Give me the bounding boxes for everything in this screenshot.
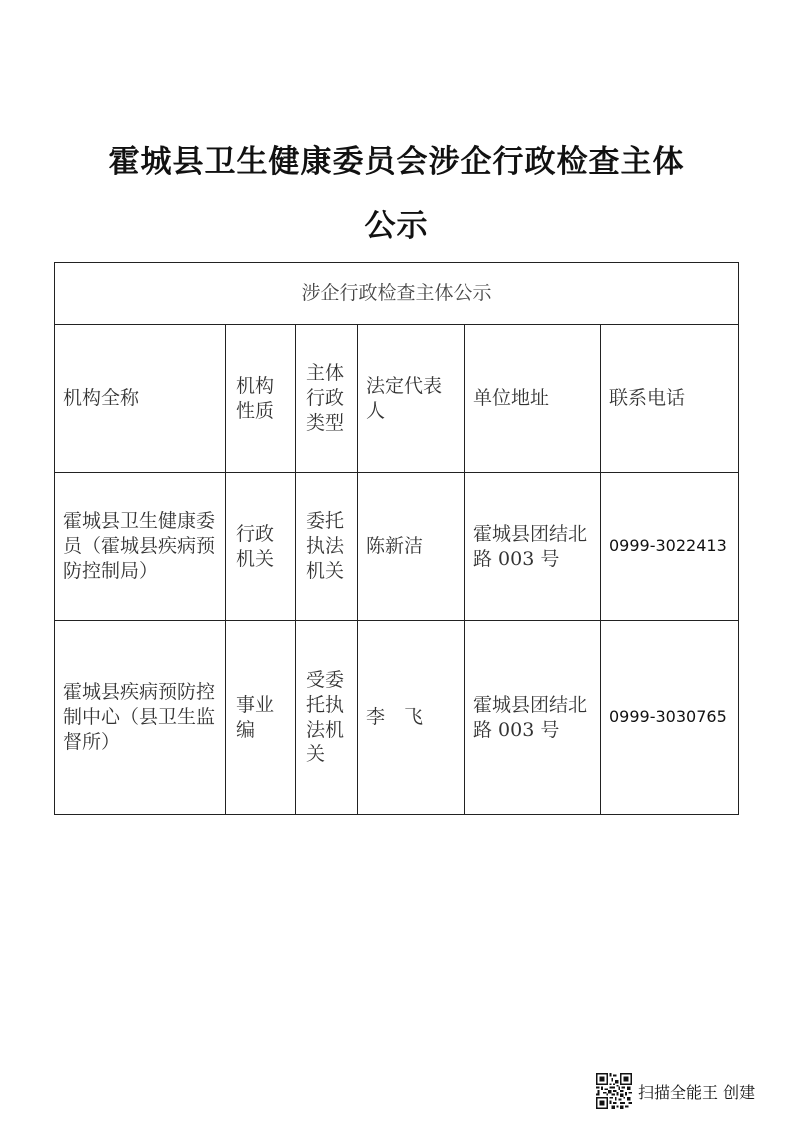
cell-subject-type: 受委托执法机关 [296, 621, 358, 815]
table-row [55, 473, 739, 621]
header-org-nature: 机构性质 [226, 325, 296, 473]
header-org-name: 机构全称 [55, 325, 226, 473]
header-address: 单位地址 [465, 325, 601, 473]
header-phone: 联系电话 [601, 325, 739, 473]
cell-org-name: 霍城县疾病预防控制中心（县卫生监督所） [55, 621, 226, 815]
header-legal-rep: 法定代表人 [358, 325, 465, 473]
cell-org-name: 霍城县卫生健康委员（霍城县疾病预防控制局） [55, 473, 226, 621]
document-title: 霍城县卫生健康委员会涉企行政检查主体 [108, 144, 685, 180]
cell-phone: 0999-3022413 [601, 473, 739, 621]
cell-org-nature: 事业编 [226, 621, 296, 815]
cell-legal-rep: 李 飞 [358, 621, 465, 815]
qr-code-icon [596, 1073, 632, 1109]
cell-org-nature: 行政机关 [226, 473, 296, 621]
watermark-text: 扫描全能王 创建 [638, 1082, 756, 1102]
inspection-subject-table [54, 262, 739, 815]
cell-phone: 0999-3030765 [601, 621, 739, 815]
document-subtitle: 公示 [364, 208, 429, 244]
table-caption: 涉企行政检查主体公示 [55, 263, 739, 325]
cell-address: 霍城县团结北路 003 号 [465, 473, 601, 621]
cell-subject-type: 委托执法机关 [296, 473, 358, 621]
cell-address: 霍城县团结北路 003 号 [465, 621, 601, 815]
table-row [55, 621, 739, 815]
cell-legal-rep: 陈新洁 [358, 473, 465, 621]
header-subject-type: 主体行政类型 [296, 325, 358, 473]
scanner-watermark [596, 1072, 755, 1110]
